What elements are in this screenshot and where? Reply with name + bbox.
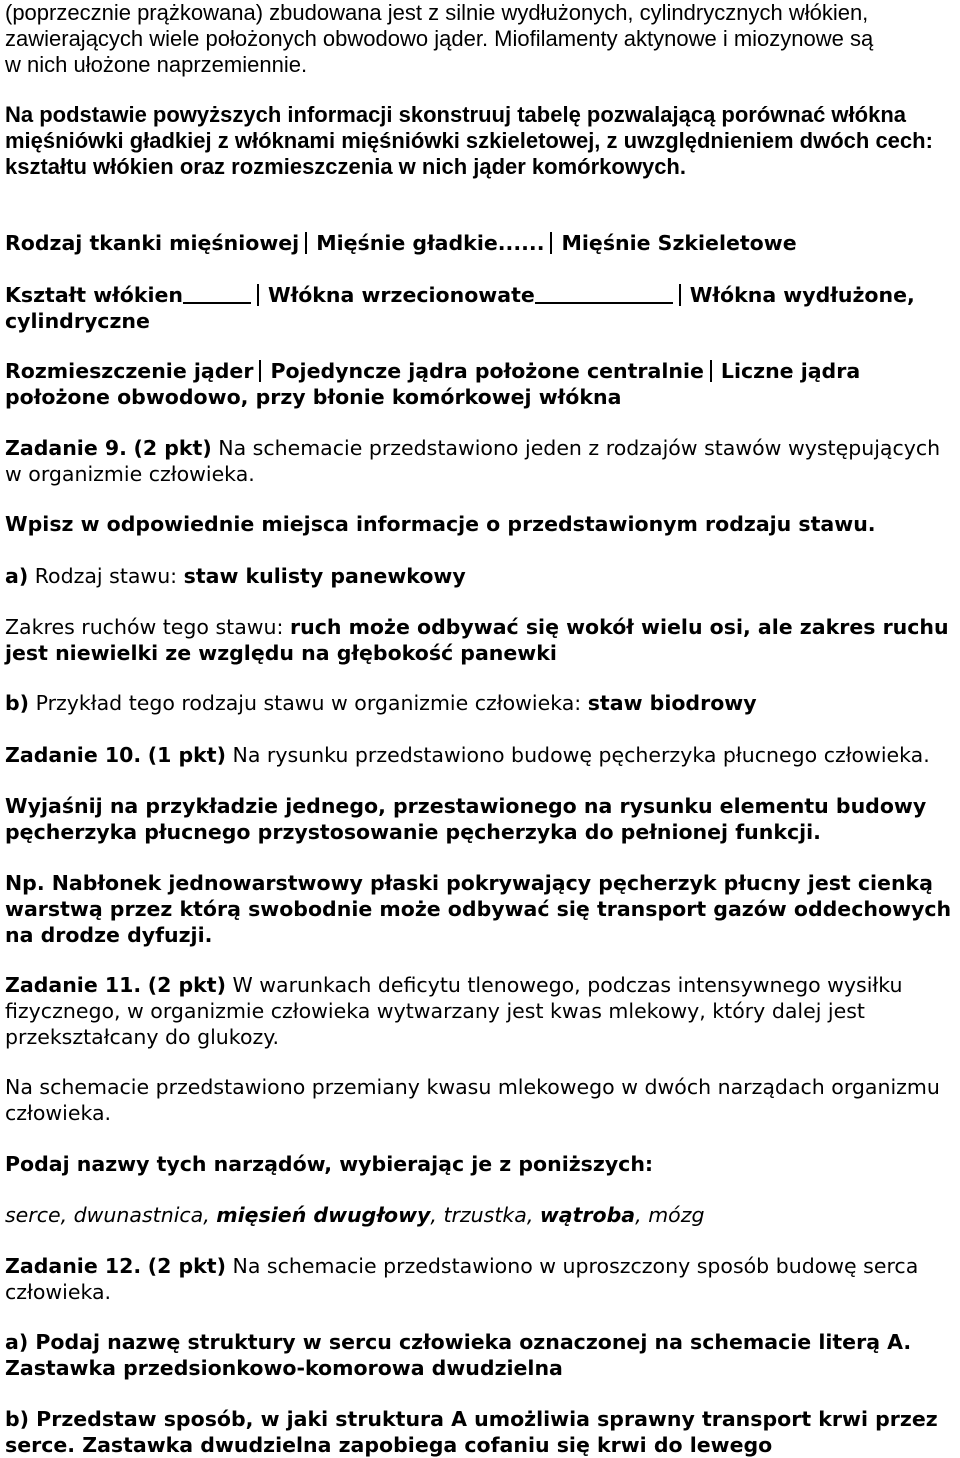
task-9-a-answer: staw kulisty panewkowy — [183, 564, 466, 588]
task-10-text: Na rysunku przedstawiono budowę pęcherzyka płucnego człowieka. — [232, 743, 930, 767]
task-12-a-instruction: a) Podaj nazwę struktury w sercu człowieka oznaczonej na schemacie literą A. — [5, 1330, 912, 1354]
task-12-text: Na schemacie przedstawiono w uproszczony sposób budowę serca człowieka. — [5, 1254, 919, 1304]
row1-label: Kształt włókien — [5, 283, 183, 307]
column-divider — [257, 284, 259, 306]
option-3: mięsień dwugłowy — [216, 1203, 431, 1227]
column-divider — [679, 284, 681, 306]
task-9-instruction: Wpisz w odpowiednie miejsca informacje o przedstawionym rodzaju stawu. — [5, 512, 876, 536]
row2-skeletal: Liczne jądra położone obwodowo, przy błonie komórkowej włókna — [5, 359, 861, 409]
task-9-a-label: a) — [5, 564, 29, 588]
table-header-col2: Mięśnie gładkie...... — [316, 231, 545, 255]
task-11-text-2: Na schemacie przedstawiono przemiany kwasu mlekowego w dwóch narządach organizmu człowieka. — [5, 1075, 940, 1125]
task-9-label: Zadanie 9. — [5, 436, 127, 460]
option-5: wątroba — [539, 1203, 636, 1227]
task-12-label: Zadanie 12. — [5, 1254, 142, 1278]
row1-skeletal: Włókna wydłużone, cylindryczne — [5, 283, 915, 333]
task-12-b — [5, 1406, 952, 1458]
intro-line-3: w nich ułożone naprzemiennie. — [5, 52, 308, 77]
blank-line — [535, 284, 673, 304]
task-12-b-instruction: b) Przedstaw sposób, w jaki struktura A umożliwia sprawny transport krwi przez serce. — [5, 1407, 938, 1457]
task-9-text: Na schemacie przedstawiono jeden z rodzajów stawów występujących w organizmie człowieka. — [5, 436, 941, 486]
option-6: mózg — [648, 1203, 705, 1227]
task-12-a-answer: Zastawka przedsionkowo-komorowa dwudzielna — [5, 1356, 563, 1380]
task-9-range — [5, 614, 952, 666]
table-header-col1: Rodzaj tkanki mięśniowej — [5, 231, 300, 255]
intro-line-1: (poprzecznie prążkowana) zbudowana jest z silnie wydłużonych, cylindrycznych włókien, — [5, 0, 869, 25]
task-11-label: Zadanie 11. — [5, 973, 142, 997]
task-9-a-text: Rodzaj stawu: — [34, 564, 178, 588]
column-divider — [550, 232, 552, 254]
task-9-intro — [5, 435, 952, 487]
task-9-b-label: b) — [5, 691, 30, 715]
column-divider — [305, 232, 307, 254]
option-2: dwunastnica — [73, 1203, 204, 1227]
table-row-shape — [5, 282, 952, 334]
task-10-label: Zadanie 10. — [5, 743, 142, 767]
table-row-nuclei — [5, 358, 952, 410]
task-9-range-text: Zakres ruchów tego stawu: — [5, 615, 284, 639]
task-10-instruction: Wyjaśnij na przykładzie jednego, przestawionego na rysunku elementu budowy pęcherzyka płucnego przystosowanie pęcherzyka do pełnionej funkcji. — [5, 794, 927, 844]
option-4: trzustka — [443, 1203, 527, 1227]
column-divider — [259, 360, 261, 382]
task-11-points: (2 pkt) — [147, 973, 226, 997]
task-12-points: (2 pkt) — [147, 1254, 226, 1278]
task-9-points: (2 pkt) — [133, 436, 212, 460]
column-divider — [710, 360, 712, 382]
task-9-range-answer: ruch może odbywać się wokół wielu osi, ale zakres ruchu jest niewielki ze względu na głębokość panewki — [5, 615, 949, 665]
row2-smooth: Pojedyncze jądra położone centralnie — [270, 359, 704, 383]
task-12-intro — [5, 1253, 952, 1305]
task-9-b-answer: staw biodrowy — [587, 691, 757, 715]
task-12-b-answer: Zastawka dwudzielna zapobiega cofaniu się krwi do lewego — [82, 1433, 773, 1457]
task-10-points: (1 pkt) — [147, 743, 226, 767]
intro-paragraph — [5, 0, 952, 78]
task-9-b-text: Przykład tego rodzaju stawu w organizmie człowieka: — [35, 691, 582, 715]
blank-line — [183, 284, 251, 304]
task-12-a — [5, 1329, 952, 1381]
row2-label: Rozmieszczenie jąder — [5, 359, 254, 383]
task-11-text: W warunkach deficytu tlenowego, podczas intensywnego wysiłku fizycznego, w organizmie człowieka wytwarzany jest kwas mlekowy, który dalej jest przekształcany do glukozy. — [5, 973, 903, 1049]
task-instruction: Na podstawie powyższych informacji skonstruuj tabelę pozwalającą porównać włókna mięśniówki gładkiej z włóknami mięśniówki szkieletowej, z uwzględnieniem dwóch cech: kształtu włókien oraz rozmieszczenia w nich jąder komórkowych. — [5, 102, 933, 179]
task-10-intro — [5, 742, 952, 768]
task-9-b — [5, 690, 952, 716]
task-11-intro — [5, 972, 952, 1050]
table-header-row — [5, 230, 952, 256]
option-1: serce — [5, 1203, 61, 1227]
task-11-options: serce, dwunastnica, mięsień dwugłowy, trzustka, wątroba, mózg — [5, 1203, 705, 1227]
row1-smooth: Włókna wrzecionowate — [267, 283, 535, 307]
task-10-answer: Np. Nabłonek jednowarstwowy płaski pokrywający pęcherzyk płucny jest cienką warstwą przez którą swobodnie może odbywać się transport gazów oddechowych na drodze dyfuzji. — [5, 871, 952, 947]
task-9-a — [5, 563, 952, 589]
table-header-col3: Mięśnie Szkieletowe — [561, 231, 797, 255]
task-11-instruction: Podaj nazwy tych narządów, wybierając je z poniższych: — [5, 1152, 654, 1176]
intro-line-2: zawierających wiele położonych obwodowo jąder. Miofilamenty aktynowe i miozynowe są — [5, 26, 874, 51]
